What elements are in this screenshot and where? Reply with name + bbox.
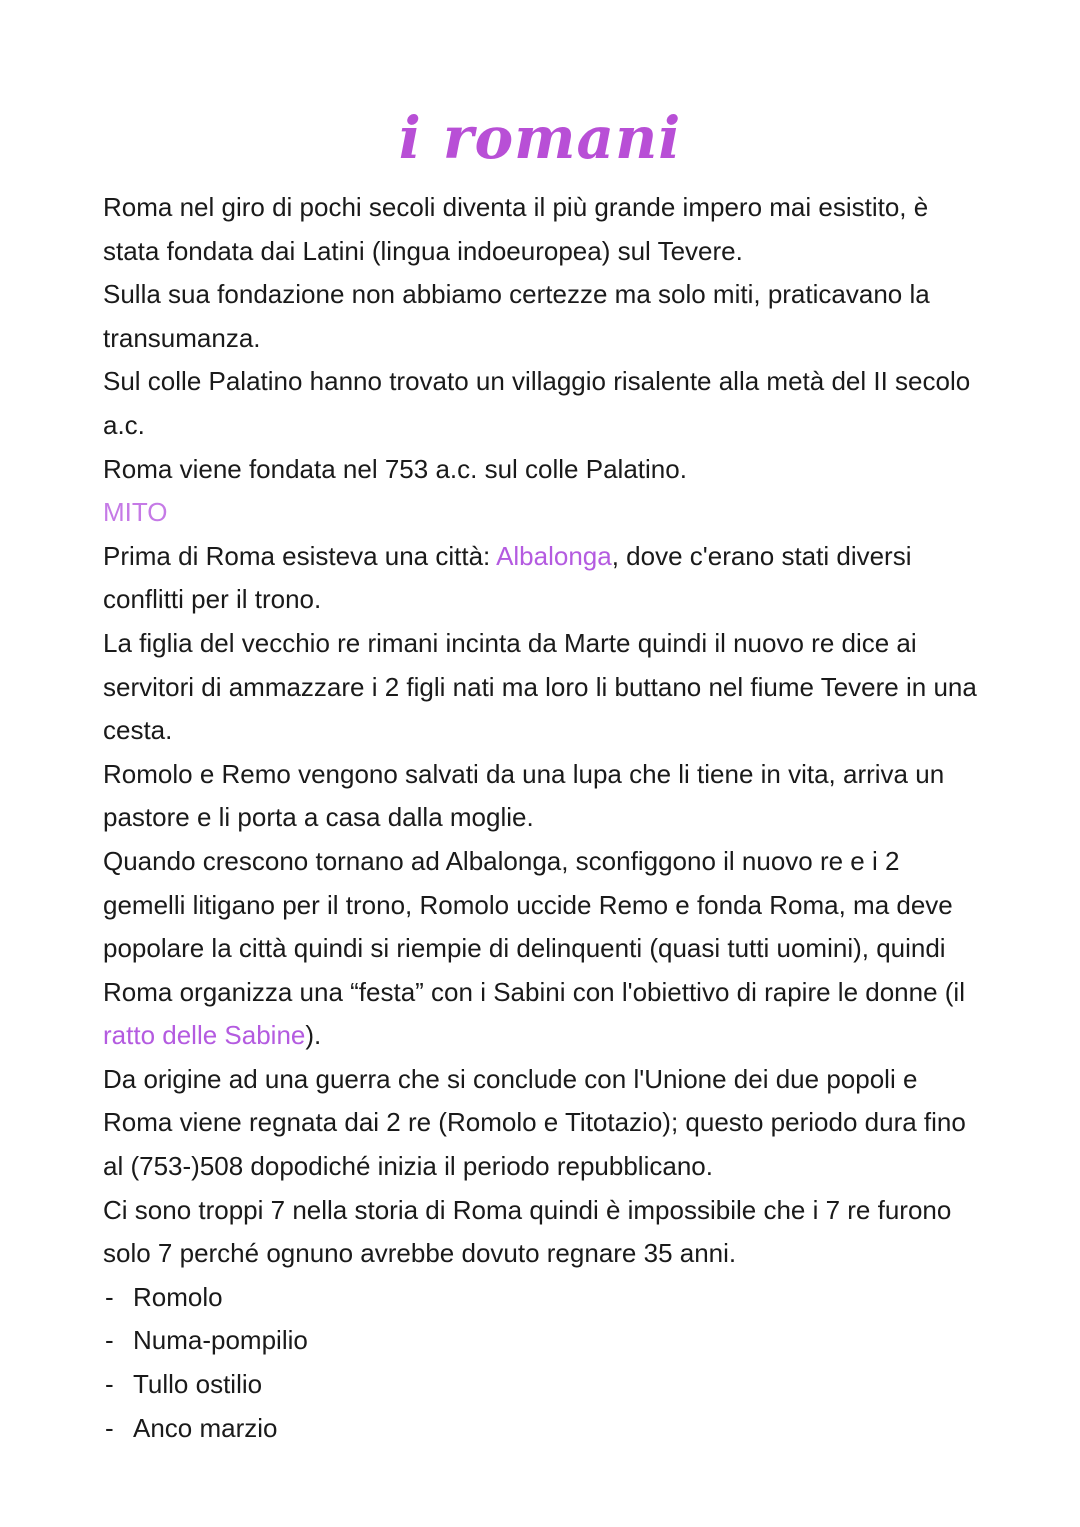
paragraph-war-union: Da origine ad una guerra che si conclude con l'Unione dei due popoli e Roma viene regnata dai 2 re (Romolo e Titotazio); questo periodo dura fino al (753-)508 dopodiché inizia il periodo repubblicano. (103, 1063, 966, 1182)
albalonga-text-after: , dove c'erano stati diversi conflitti per il trono. (103, 540, 912, 615)
paragraph-foundation-myths: Sulla sua fondazione non abbiamo certezze ma solo miti, praticavano la transumanza. (103, 279, 930, 353)
notes-body (103, 186, 983, 1450)
albalonga-highlight: Albalonga (496, 540, 612, 571)
list-item: - Romolo (103, 1276, 983, 1320)
mito-heading: MITO (103, 497, 168, 528)
paragraph-seven-kings: Ci sono troppi 7 nella storia di Roma quindi è impossibile che i 7 re furono solo 7 perché ognuno avrebbe dovuto regnare 35 anni. (103, 1194, 952, 1269)
list-item: - Numa-pompilio (103, 1319, 983, 1363)
list-item: - Tullo ostilio (103, 1363, 983, 1407)
paragraph-twins-birth: La figlia del vecchio re rimani incinta da Marte quindi il nuovo re dice ai servitori di ammazzare i 2 figli nati ma loro li buttano nel fiume Tevere in una cesta. (103, 627, 977, 746)
page-title: i romani (398, 104, 682, 172)
list-item: - Anco marzio (103, 1407, 983, 1451)
sabine-text-after: ). (305, 1020, 322, 1051)
paragraph-founding-date: Roma viene fondata nel 753 a.c. sul colle Palatino. (103, 453, 687, 484)
paragraph-albalonga (103, 535, 983, 622)
sabine-text-before: Quando crescono tornano ad Albalonga, sconfiggono il nuovo re e i 2 gemelli litigano per il trono, Romolo uccide Remo e fonda Roma, ma deve popolare la città quindi si riempie di delinquenti (quasi tutti uomini), quindi Roma organizza una “festa” con i Sabini con l'obiettivo di rapire le donne (il (103, 845, 965, 1007)
paragraph-palatino-village: Sul colle Palatino hanno trovato un villaggio risalente alla metà del II secolo a.c. (103, 366, 971, 440)
paragraph-she-wolf: Romolo e Remo vengono salvati da una lupa che li tiene in vita, arriva un pastore e li porta a casa dalla moglie. (103, 758, 945, 833)
sabine-highlight: ratto delle Sabine (103, 1020, 306, 1051)
albalonga-text-before: Prima di Roma esisteva una città: (103, 540, 497, 571)
paragraph-founding-rome (103, 840, 983, 1058)
paragraph-intro: Roma nel giro di pochi secoli diventa il più grande impero mai esistito, è stata fondata dai Latini (lingua indoeuropea) sul Tevere. (103, 192, 929, 266)
kings-list (103, 1276, 983, 1450)
